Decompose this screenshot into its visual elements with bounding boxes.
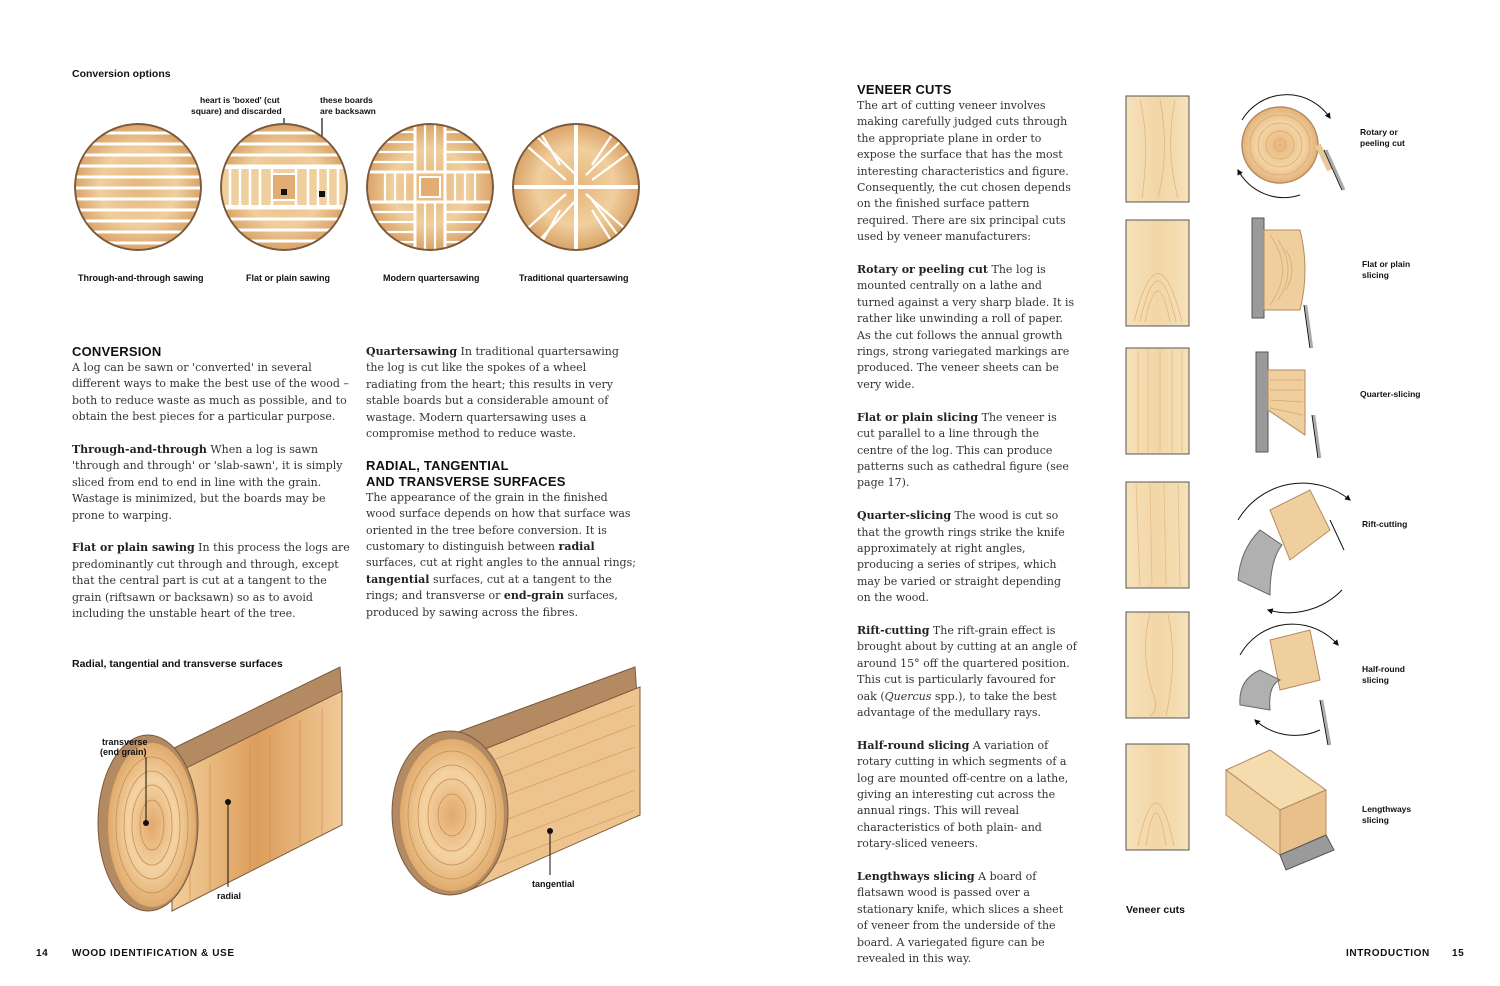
quartersawing-paragraph [366,344,638,442]
veneer-sheet-lengthways [1126,744,1189,850]
caption-flat-sawing: Flat or plain sawing [246,273,331,283]
through-and-through-text: When a log is sawn 'through and through' or 'slab-sawn', it is simply sliced from end to end in line with the grain. Wastage is minimized, but the boards may be prone to warping. [72,443,343,522]
surfaces-heading-line2: AND TRANSVERSE SURFACES [366,473,566,489]
label-flat-1: Flat or plain [1362,259,1411,269]
veneer-body [857,98,1077,967]
label-lengthways-1: Lengthways [1362,804,1412,814]
surfaces-figure-title: Radial, tangential and transverse surfaces [72,658,283,670]
veneer-sheet-rotary [1126,96,1189,202]
lengthways-paragraph [857,869,1077,967]
veneer-figure-title: Veneer cuts [1126,904,1185,916]
conversion-intro: A log can be sawn or 'converted' in several different ways to make the best use of the wood – both to reduce waste as much as possible, and to obtain the best pieces for a particular purpose. [72,361,349,424]
through-and-through-paragraph [72,442,350,524]
rift-cutting-lead: Rift-cutting [857,623,930,637]
conversion-body [72,360,350,622]
lengthways-illustration [1226,750,1334,870]
conversion-options-figure [60,90,650,290]
surfaces-text-4: surfaces, produced by sawing across the fibres. [366,589,618,619]
left-page-number: 14 [36,948,49,959]
half-round-lead: Half-round slicing [857,738,970,752]
label-tangential: tangential [532,879,575,889]
lengthways-text: A board of flatsawn wood is passed over a stationary knife, which slices a sheet of veneer from the underside of the board. A variegated figure can be revealed in this way. [857,870,1064,966]
label-lengthways-2: slicing [1362,815,1389,825]
label-half-round-1: Half-round [1362,664,1405,674]
log-through-and-through [60,123,220,251]
rift-cutting-text-1: The rift-grain effect is brought about by cutting at an angle of around 15° off the quartered position. This cut is particularly favoured for oak ( [857,623,1077,703]
flat-slicing-lead: Flat or plain slicing [857,410,979,424]
right-page-number: 15 [1452,948,1465,959]
veneer-sheet-flat [1126,220,1189,326]
flat-sawing-lead: Flat or plain sawing [72,541,195,555]
rift-cutting-text-2: spp.), to take the best advantage of the medullary rays. [857,689,1057,719]
caption-through-and-through: Through-and-through sawing [78,273,204,283]
rotary-paragraph [857,262,1077,393]
callout-heart-line1: heart is 'boxed' (cut [200,95,280,105]
surfaces-figure [60,665,660,925]
half-round-paragraph [857,738,1077,853]
veneer-sheet-rift [1126,482,1189,588]
label-rift: Rift-cutting [1362,519,1408,529]
veneer-cuts-figure [1120,90,1450,880]
label-quarter: Quarter-slicing [1360,389,1421,399]
log-traditional-quartersawing [508,120,644,255]
rotary-lead: Rotary or peeling cut [857,263,989,277]
quarter-slicing-lead: Quarter-slicing [857,509,952,523]
term-tangential: tangential [366,572,430,586]
surfaces-text-2: surfaces, cut at right angles to the annual rings; [366,556,636,570]
surfaces-heading-line1: RADIAL, TANGENTIAL [366,457,509,473]
log-flat-sawing [210,123,360,251]
log-radial [98,667,342,911]
label-rotary-1: Rotary or [1360,127,1398,137]
veneer-section [857,82,1077,984]
callout-boards-line1: these boards [320,95,373,105]
quarter-slicing-text: The wood is cut so that the growth rings strike the knife approximately at right angles, producing a series of stripes, which may be varied or straight depending on the wood. [857,509,1065,605]
veneer-sheet-quarter [1126,348,1189,454]
half-round-text: A variation of rotary cutting in which segments of a log are mounted off-centre on a lathe, giving an interesting cut across the annual rings. This will reveal characteristics of both plain- and rotary-sliced veneers. [857,738,1069,851]
quarter-slicing-illustration [1256,352,1320,458]
lengthways-lead: Lengthways slicing [857,870,975,883]
quarter-slicing-paragraph [857,508,1077,606]
rift-cutting-paragraph [857,623,1077,721]
rotary-text: The log is mounted centrally on a lathe and turned against a very sharp blade. It is rather like unwinding a roll of paper. As the cut follows the annual growth rings, strong variegated markings are produced. The veneer sheets can be very wide. [857,263,1075,391]
quartersawing-and-surfaces [366,344,638,637]
surfaces-text-3: surfaces, cut at a tangent to the rings; and transverse or [366,572,612,603]
veneer-heading: VENEER CUTS [857,82,952,97]
label-transverse-1: transverse [102,737,148,747]
flat-slicing-paragraph [857,410,1077,492]
label-rotary-2: peeling cut [1360,138,1405,148]
rift-cutting-italic: Quercus [884,689,932,703]
log-tangential [392,667,640,895]
rotary-cut-illustration [1238,95,1344,198]
surfaces-paragraph [366,490,638,621]
log-modern-quartersawing [360,110,500,270]
conversion-options-title: Conversion options [72,68,171,80]
conversion-heading: CONVERSION [72,344,162,359]
through-and-through-lead: Through-and-through [72,443,207,457]
label-transverse-2: (end grain) [100,747,147,757]
rift-cutting-illustration [1238,483,1350,613]
label-half-round-2: slicing [1362,675,1389,685]
label-radial: radial [217,891,242,901]
half-round-illustration [1240,624,1338,745]
left-running-title: WOOD IDENTIFICATION & USE [72,948,235,959]
right-running-title: INTRODUCTION [1346,948,1430,959]
caption-modern-quartersawing: Modern quartersawing [383,273,480,283]
flat-slicing-text: The veneer is cut parallel to a line through the centre of the log. This can produce patterns such as cathedral figure (see page 17). [857,410,1069,490]
caption-traditional-quartersawing: Traditional quartersawing [519,273,629,283]
veneer-sheet-half-round [1126,612,1189,718]
flat-slicing-illustration [1252,218,1312,348]
quartersawing-text: In traditional quartersawing the log is cut like the spokes of a wheel radiating from the heart; this results in very stable boards but a considerable amount of wastage. Modern quartersawing uses a compromise method to reduce waste. [366,345,619,441]
term-radial: radial [558,540,595,554]
quartersawing-body [366,344,638,442]
label-flat-2: slicing [1362,270,1389,280]
callout-boards-line2: are backsawn [320,106,376,116]
surfaces-body [366,490,638,621]
conversion-section [72,344,350,639]
term-end-grain: end-grain [503,589,564,603]
quartersawing-lead: Quartersawing [366,345,458,358]
flat-sawing-text: In this process the logs are predominantly cut through and through, except that the central part is cut at a tangent to the grain (riftsawn or backsawn) so as to avoid including the unstable heart of the tree. [72,541,350,621]
callout-heart-line2: square) and discarded [191,106,282,116]
surfaces-text-1: The appearance of the grain in the finished wood surface depends on how that surface was oriented in the tree before conversion. It is customary to distinguish between [366,490,631,554]
veneer-intro: The art of cutting veneer involves making carefully judged cuts through the appropriate plane in order to expose the surface that has the most interesting characteristics and figure. Consequently, the cut chosen depends on the finished surface pattern required. There are six principal cuts used by veneer manufacturers: [857,99,1071,244]
flat-sawing-paragraph [72,540,350,622]
